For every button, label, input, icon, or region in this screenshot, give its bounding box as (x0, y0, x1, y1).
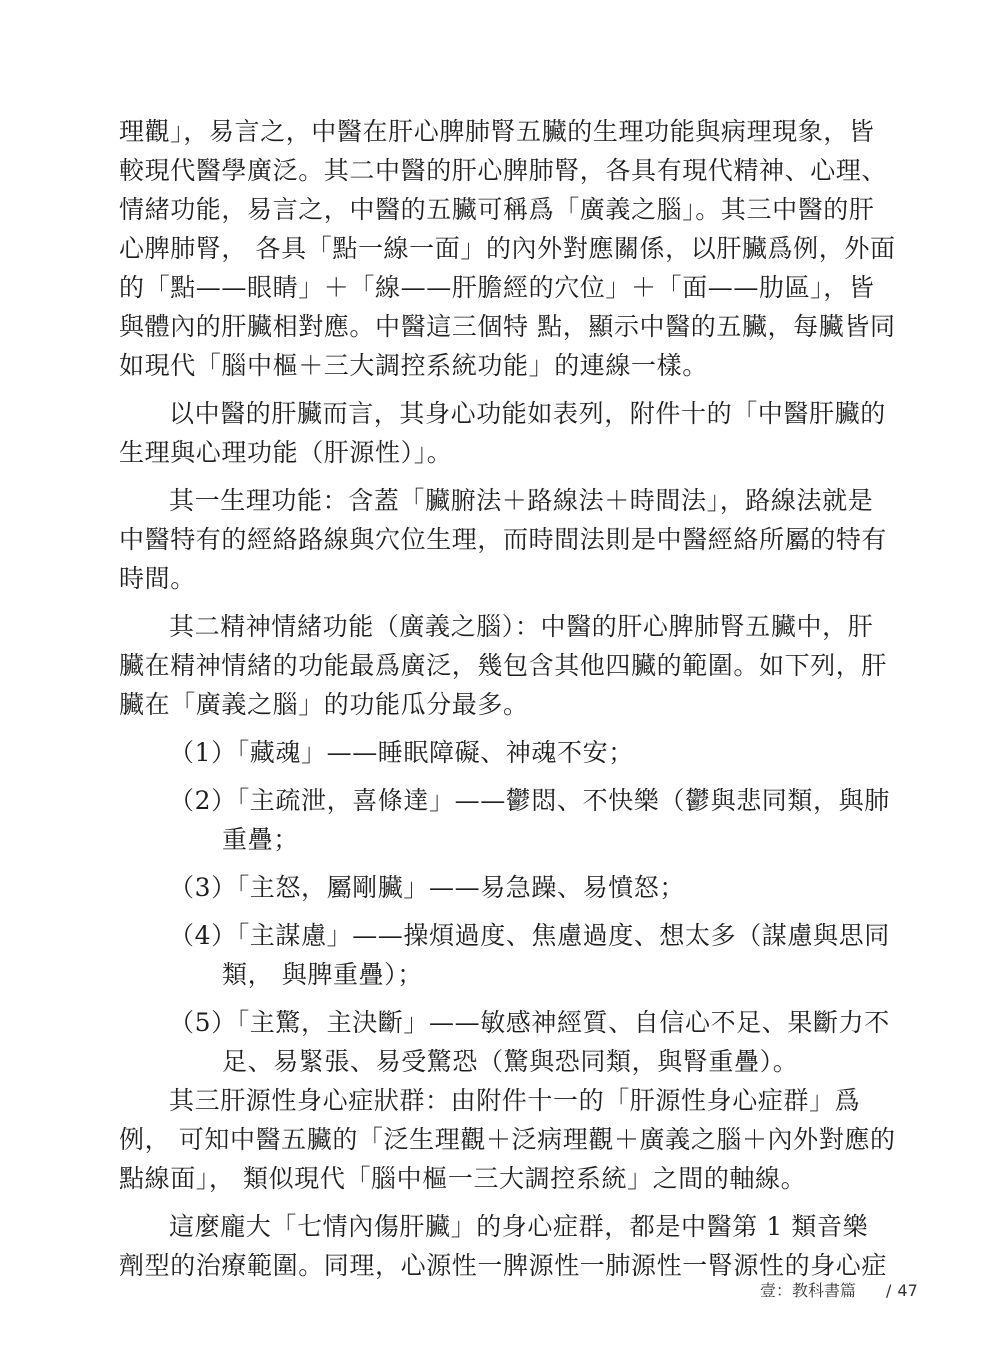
paragraph-first-line: 以中醫的肝臟而言，其身心功能如表列，附件十的「中醫肝臟的 (169, 399, 886, 428)
paragraph-first-line: 其一生理功能：含蓋「臟腑法＋路線法＋時間法」，路線法就是 (169, 486, 874, 515)
text-line: 生理與心理功能（肝源性）」。 (119, 438, 453, 467)
text-line: 劑型的治療範圍。同理，心源性一脾源性一肺源性一腎源性的身心症 (119, 1251, 888, 1280)
text-line: 如現代「腦中樞＋三大調控系統功能」的連線一樣。 (119, 351, 708, 380)
text-line: 的「點——眼睛」＋「線——肝膽經的穴位」＋「面——肋區」，皆 (119, 273, 875, 302)
text-line: 中醫特有的經絡路線與穴位生理，而時間法則是中醫經絡所屬的特有 (119, 525, 888, 554)
page-footer (760, 1278, 960, 1301)
text-line: 臟在「廣義之腦」的功能瓜分最多。 (119, 690, 529, 719)
text-line: 點線面」， 類似現代「腦中樞一三大調控系統」之間的軸線。 (119, 1164, 807, 1193)
page-number: 47 (897, 1281, 918, 1300)
text-line: 時間。 (119, 564, 196, 593)
list-item-continuation: 重疊； (222, 825, 299, 854)
body-text (119, 112, 896, 1285)
text-line: 心脾肺腎， 各具「點一線一面」的內外對應關係，以肝臟爲例，外面 (119, 234, 896, 263)
list-item: （4）「主謀慮」——操煩過度、焦慮過度、想太多（謀慮與思同 (169, 921, 890, 950)
list-item-continuation: 類， 與脾重疊）； (222, 960, 423, 989)
text-line: 情緒功能，易言之，中醫的五臟可稱爲「廣義之腦」。其三中醫的肝 (119, 195, 875, 224)
text-line: 臟在精神情緒的功能最爲廣泛，幾包含其他四臟的範圍。如下列，肝 (119, 651, 888, 680)
paragraph-first-line: 其三肝源性身心症狀群：由附件十一的「肝源性身心症群」爲 (169, 1086, 861, 1115)
list-item: （5）「主驚，主決斷」——敏感神經質、自信心不足、果斷力不 (169, 1008, 890, 1037)
footer-section-title: 壹：教科書篇 (760, 1281, 857, 1300)
list-item: （2）「主疏泄，喜條達」——鬱悶、不快樂（鬱與悲同類，與肺 (169, 786, 890, 815)
text-line: 理觀」，易言之，中醫在肝心脾肺腎五臟的生理功能與病理現象，皆 (119, 117, 875, 146)
text-line: 較現代醫學廣泛。其二中醫的肝心脾肺腎，各具有現代精神、心理、 (119, 156, 888, 185)
list-item: （1）「藏魂」——睡眠障礙、神魂不安； (169, 738, 634, 767)
paragraph-first-line: 其二精神情緒功能（廣義之腦）：中醫的肝心脾肺腎五臟中，肝 (169, 612, 874, 641)
list-item-continuation: 足、易緊張、易受驚恐（驚與恐同類，與腎重疊）。 (222, 1047, 799, 1076)
footer-separator: / (886, 1281, 892, 1300)
list-item: （3）「主怒，屬剛臟」——易急躁、易憤怒； (169, 873, 686, 902)
paragraph-first-line: 這麼龐大「七情內傷肝臟」的身心症群，都是中醫第 1 類音樂 (169, 1212, 869, 1241)
text-line: 例， 可知中醫五臟的「泛生理觀＋泛病理觀＋廣義之腦＋內外對應的 (119, 1125, 896, 1154)
text-line: 與體內的肝臟相對應。中醫這三個特 點，顯示中醫的五臟，每臟皆同 (119, 312, 896, 341)
